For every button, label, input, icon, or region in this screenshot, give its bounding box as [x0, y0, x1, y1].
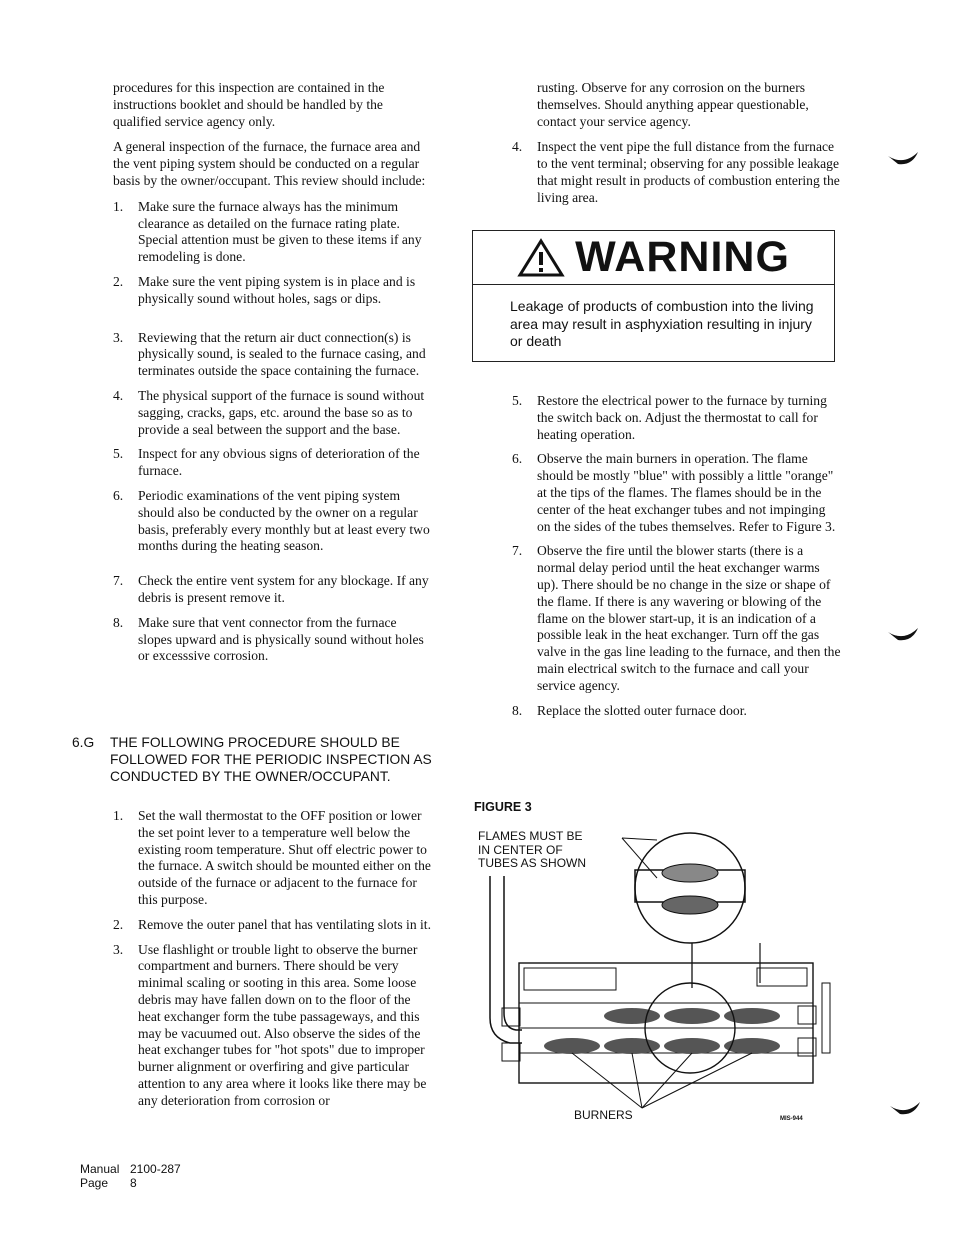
list-item: 4. Inspect the vent pipe the full distance from the furnace to the vent terminal; observing for any possible leakage that might result in products of combustion entering the living area.	[512, 139, 840, 205]
burner-flame	[664, 1038, 720, 1054]
section-number: 6.G	[72, 735, 95, 750]
list-item: 6. Observe the main burners in operation. The flame should be mostly "blue" with possibly a little "orange" at the tips of the flames. The flames should be in the center of the heat exchanger tubes and not impinging on the sides of the tubes themselves. Refer to Figure 3.	[512, 451, 836, 534]
list-item: 5. Restore the electrical power to the furnace by turning the switch back on. Adjust the thermostat to call for heating operation.	[512, 393, 827, 442]
inspection-list	[113, 199, 431, 665]
burner-flame	[664, 1008, 720, 1024]
magnifier-circle	[635, 833, 745, 943]
list-item: 5. Inspect for any obvious signs of deterioration of the furnace.	[113, 446, 420, 479]
burner-flame	[724, 1038, 780, 1054]
list-item: 6. Periodic examinations of the vent piping system should also be conducted by the owner on a regular basis, preferably every monthly but at least every two months during the heating season.	[113, 487, 430, 554]
burner-flame	[604, 1008, 660, 1024]
warning-triangle-icon	[517, 238, 565, 278]
margin-mark	[890, 1102, 922, 1120]
burner-diagram	[482, 828, 842, 1128]
list-item: 4. The physical support of the furnace is sound without sagging, cracks, gaps, etc. around the base so as to provide a seal between the support and the base.	[113, 387, 425, 437]
warning-title: WARNING	[575, 233, 790, 281]
manual-number: 2100-287	[130, 1162, 181, 1176]
page-footer	[80, 1162, 181, 1190]
margin-mark	[888, 628, 920, 646]
margin-mark	[888, 152, 920, 170]
figure-code: MIS-944	[780, 1116, 803, 1122]
section-title: THE FOLLOWING PROCEDURE SHOULD BE FOLLOWED FOR THE PERIODIC INSPECTION AS CONDUCTED BY THE OWNER/OCCUPANT.	[110, 735, 432, 784]
list-item: 7. Observe the fire until the blower starts (there is a normal delay period until the heat exchanger warms up). There should be no change in the size or shape of the flame. If there is any wavering or blowing of the flame on the blower start-up, it is an indication of a possible leak in the heat exchanger. Turn off the gas valve in the gas line leading to the furnace, and then the main electrical switch to the furnace and call your service agency.	[512, 543, 841, 693]
list-item: 1. Make sure the furnace always has the minimum clearance as detailed on the furnace rating plate. Special attention must be given to these items if any remodeling is done.	[113, 198, 422, 265]
list-item: 2. Make sure the vent piping system is in place and is physically sound without holes, sags or dips.	[113, 273, 416, 306]
list-item: 3. Reviewing that the return air duct connection(s) is physically sound, is sealed to the furnace casing, and terminates outside the space containing the furnace.	[113, 329, 426, 379]
procedure-list-left	[113, 808, 431, 1118]
figure-label: FIGURE 3	[474, 800, 532, 814]
list-item: 8. Make sure that vent connector from the furnace slopes upward and is physically sound without holes or excesssive corrosion.	[113, 614, 424, 664]
warning-text: Leakage of products of combustion into the living area may result in asphyxiation resulting in injury or death	[510, 298, 814, 349]
list-item: 7. Check the entire vent system for any blockage. If any debris is present remove it.	[113, 573, 429, 605]
figure-note: FLAMES MUST BE IN CENTER OF TUBES AS SHOWN	[478, 829, 587, 870]
list-item: 8. Replace the slotted outer furnace door.	[512, 702, 747, 718]
burner-flame	[544, 1038, 600, 1054]
manual-label: Manual	[80, 1162, 120, 1176]
procedure-list-right	[512, 393, 842, 727]
warning-box	[472, 230, 835, 362]
list-item: 3. Use flashlight or trouble light to observe the burner compartment and burners. There should be very minimal scaling or sooting in this area. Some loose debris may have fallen down on to the floor of the heat exchanger form the tube passageways, and this may be vacuumed out. Also observe the sides of the heat exchanger tubes for "hot spots" due to improper burner alignment or overfiring and give particular attention to any area where it looks like there may be any deterioration from corrosion or	[113, 941, 427, 1108]
page-label: Page	[80, 1176, 109, 1190]
right-column	[512, 80, 842, 215]
warning-header	[473, 231, 834, 285]
page-number: 8	[130, 1176, 137, 1190]
intro-paragraph: procedures for this inspection are contained in the instructions booklet and should be handled by the qualified service agency only.	[113, 80, 385, 129]
list-item: 2. Remove the outer panel that has ventilating slots in it.	[113, 916, 431, 932]
left-column	[113, 80, 431, 673]
burner-flame	[724, 1008, 780, 1024]
burners-label: BURNERS	[574, 1108, 633, 1122]
section-heading	[72, 734, 432, 785]
continuation-paragraph: rusting. Observe for any corrosion on the burners themselves. Should anything appear questionable, contact your service agency.	[537, 80, 809, 129]
list-item: 1. Set the wall thermostat to the OFF position or lower the set point lever to a temperature well below the existing room temperature. Shut off electric power to the furnace. A switch should be mounted either on the outside of the furnace or adjacent to the furnace for this purpose.	[113, 808, 431, 907]
general-inspection-paragraph: A general inspection of the furnace, the furnace area and the vent piping system should be conducted on a regular basis by the owner/occupant. This review should include:	[113, 139, 426, 188]
